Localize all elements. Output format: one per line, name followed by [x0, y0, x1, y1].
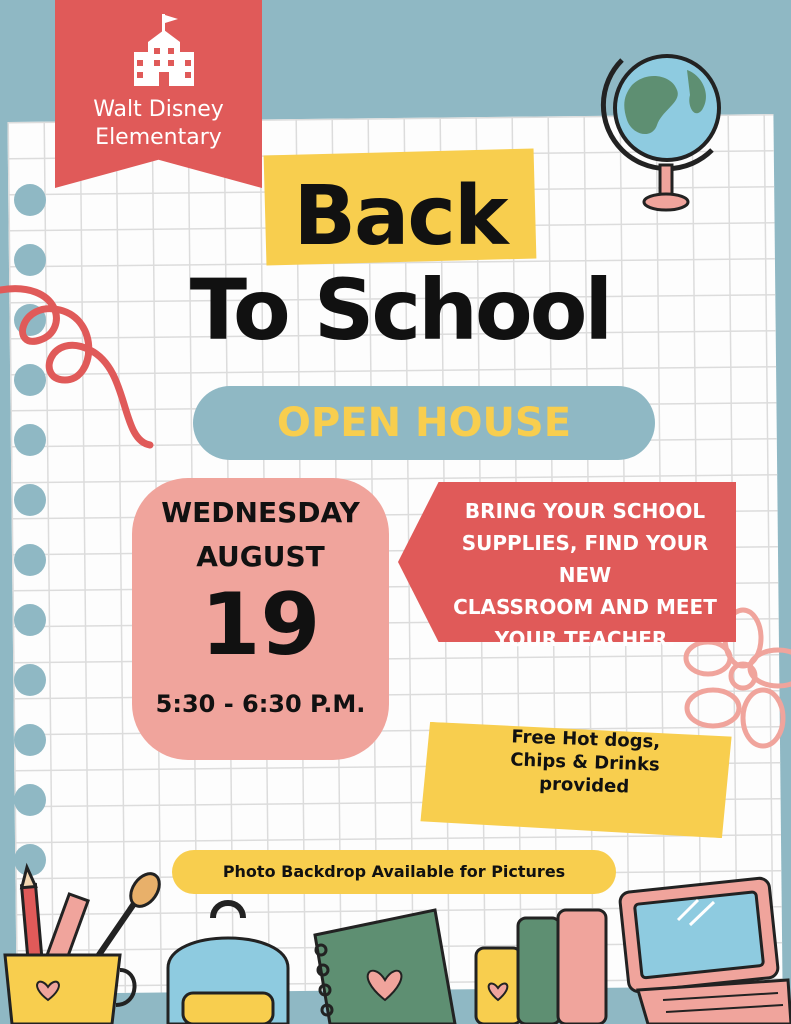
food-line1: Free Hot dogs, [511, 726, 661, 753]
info-line2: SUPPLIES, FIND YOUR NEW [461, 531, 709, 587]
pencil-cup-icon [0, 875, 160, 1024]
date-day-number: 19 [200, 575, 321, 675]
food-line2: Chips & Drinks [509, 749, 661, 776]
globe-icon [602, 40, 732, 215]
food-note [439, 723, 731, 802]
food-line3: provided [538, 773, 630, 798]
squiggle-icon [0, 270, 160, 460]
headline-to-school: To School [189, 261, 611, 359]
school-name-line1: Walt Disney [93, 97, 224, 122]
school-name-line2: Elementary [95, 125, 222, 150]
backpack-icon [158, 898, 303, 1024]
info-line4: YOUR TEACHER. [494, 627, 676, 651]
books-icon [466, 908, 626, 1024]
info-line3: CLASSROOM AND MEET [453, 595, 717, 619]
school-building-icon [132, 14, 196, 86]
notebook-icon [305, 905, 465, 1024]
photo-note: Photo Backdrop Available for Pictures [222, 862, 566, 881]
date-weekday: WEDNESDAY [161, 496, 360, 529]
headline-back: Back [293, 169, 507, 264]
laptop-icon [618, 880, 791, 1024]
date-month: AUGUST [196, 540, 325, 573]
info-line1: BRING YOUR SCHOOL [464, 499, 706, 523]
open-house-label: OPEN HOUSE [276, 400, 572, 446]
info-text [440, 495, 730, 655]
event-time: 5:30 - 6:30 P.M. [155, 690, 366, 718]
school-name [55, 96, 262, 152]
